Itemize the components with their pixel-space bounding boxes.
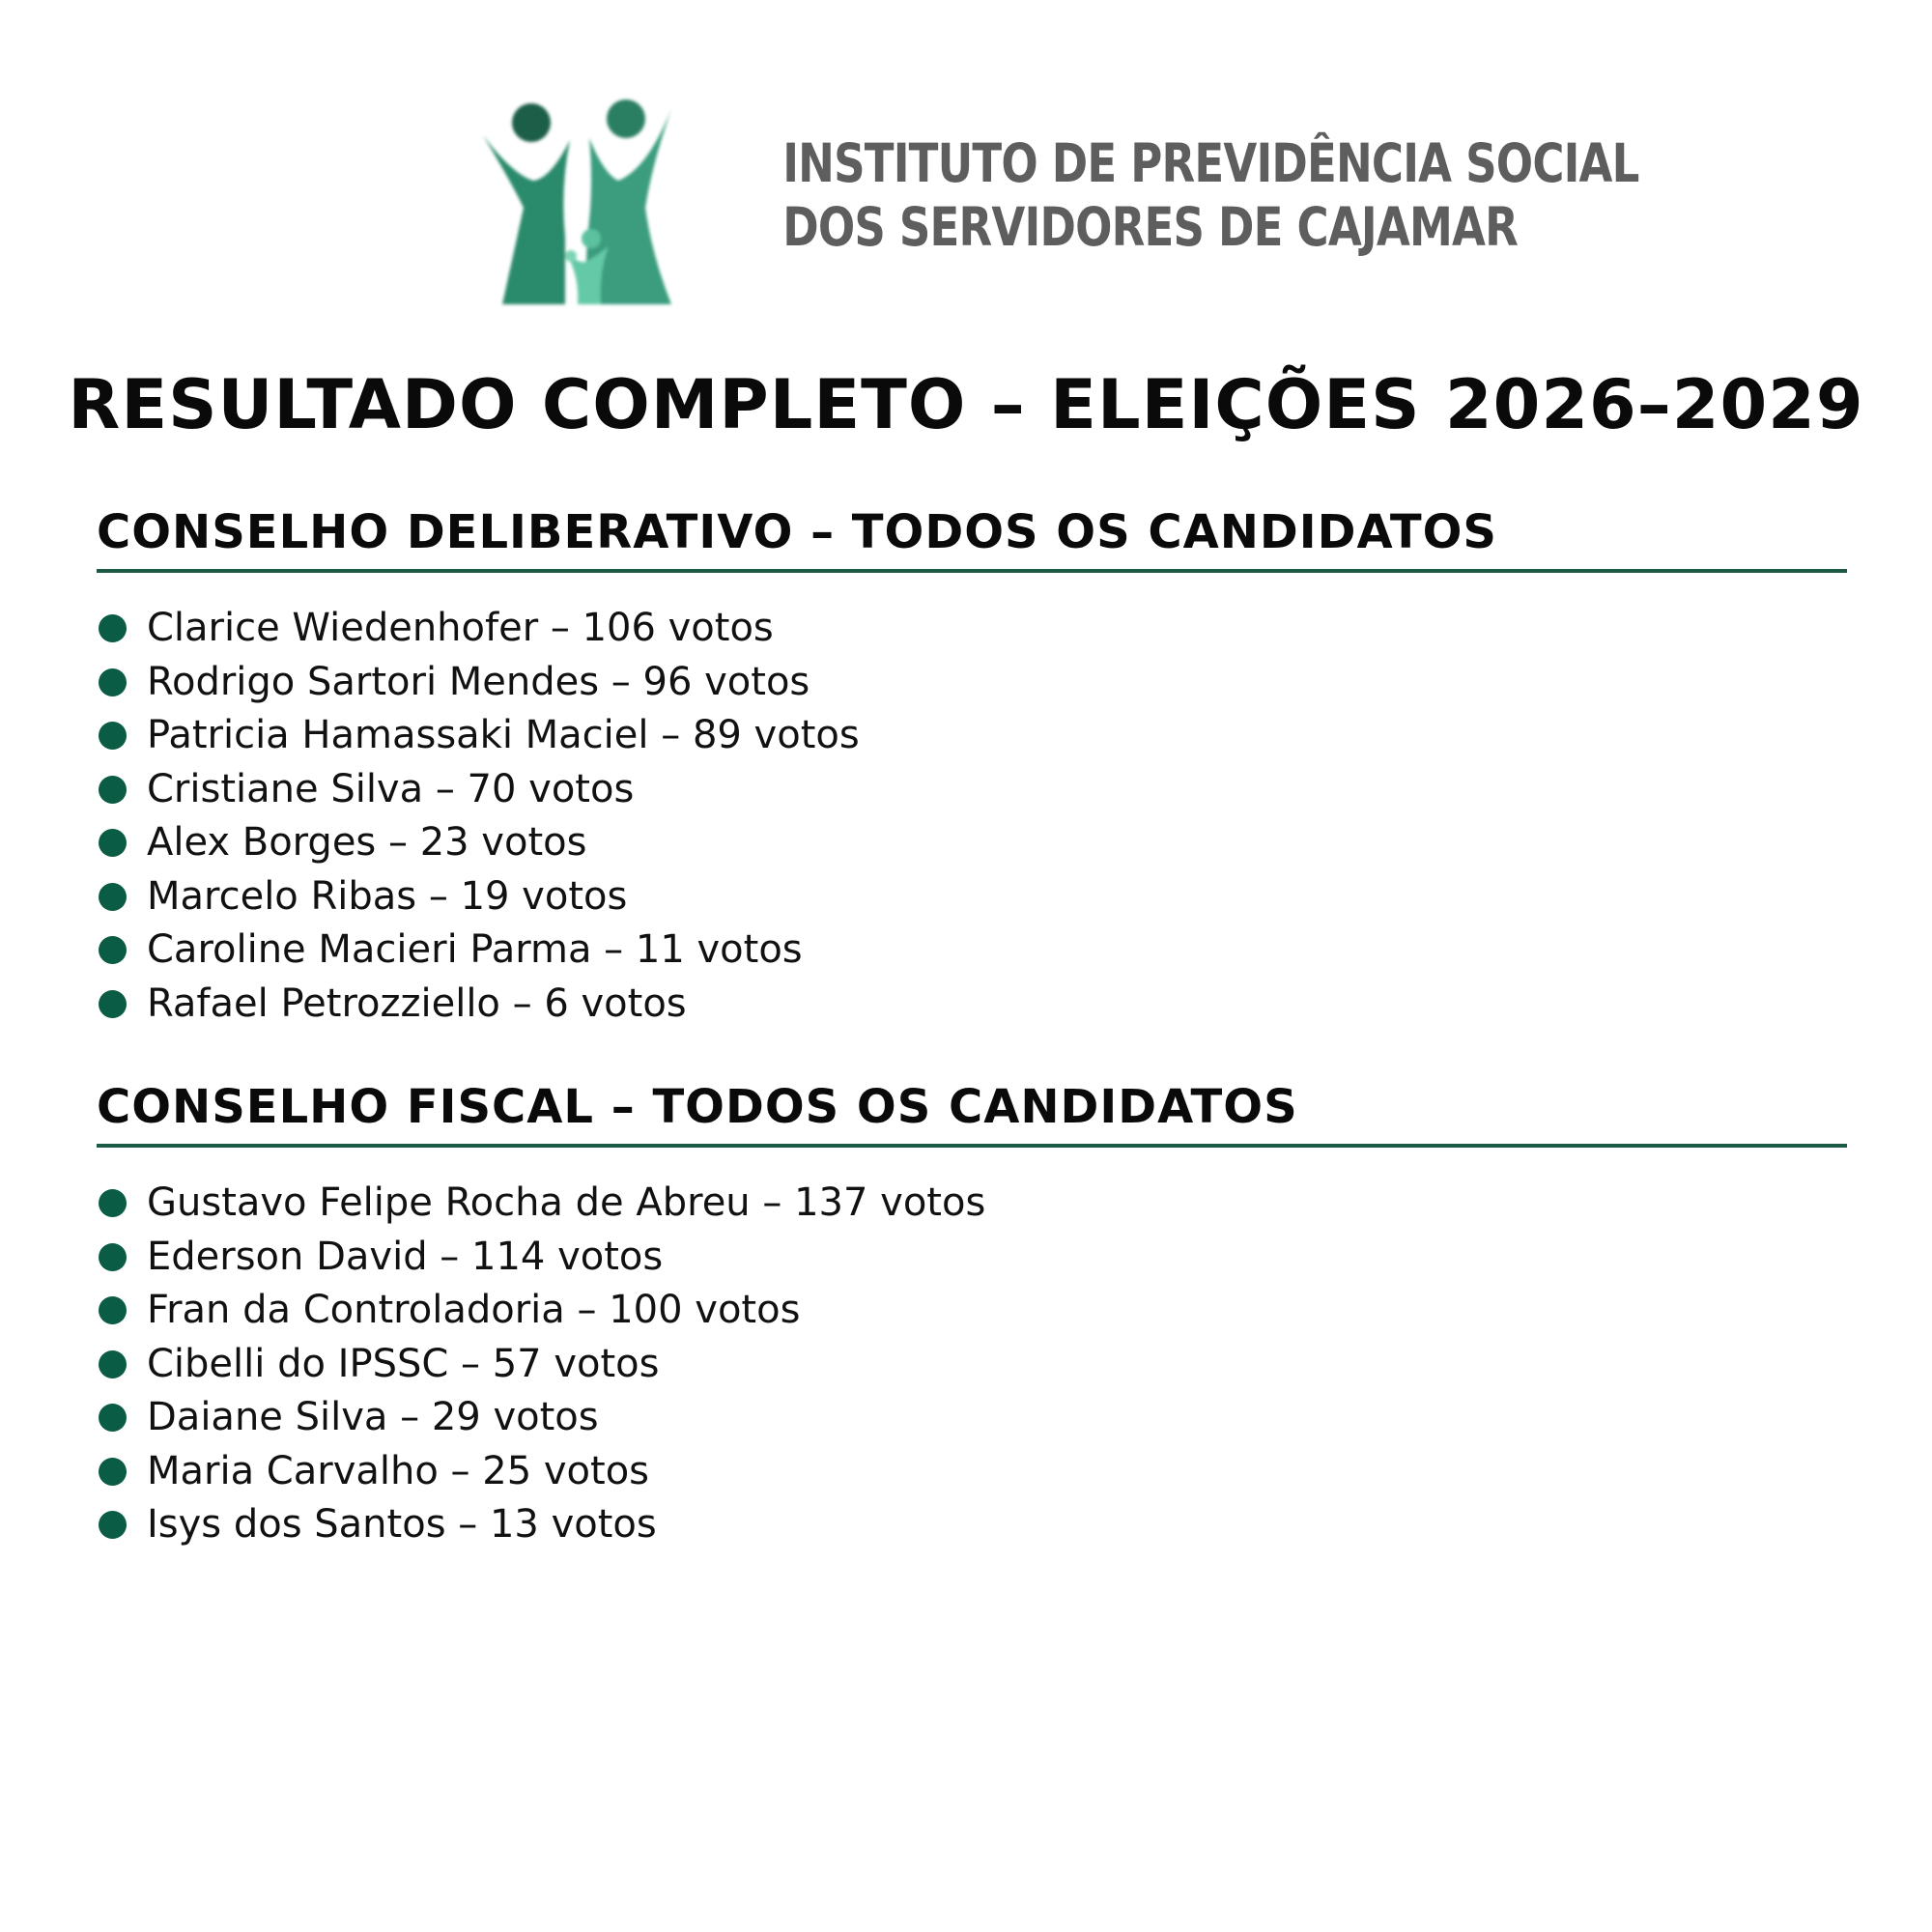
candidate-result-text: Gustavo Felipe Rocha de Abreu – 137 votos (147, 1180, 986, 1225)
candidate-result-text: Isys dos Santos – 13 votos (147, 1502, 657, 1547)
candidate-list-item (97, 1177, 1847, 1231)
section-heading: CONSELHO FISCAL – TODOS OS CANDIDATOS (97, 1080, 1847, 1148)
candidate-result-text: Rodrigo Sartori Mendes – 96 votos (147, 659, 810, 704)
section-conselho-deliberativo (97, 505, 1847, 1031)
bullet-dot-icon (99, 1243, 127, 1271)
candidate-list-item (97, 923, 1847, 978)
candidate-result-text: Alex Borges – 23 votos (147, 820, 587, 865)
bullet-dot-icon (99, 1458, 127, 1486)
bullet-dot-icon (99, 776, 127, 804)
candidate-result-text: Caroline Macieri Parma – 11 votos (147, 927, 803, 972)
bullet-dot-icon (99, 936, 127, 964)
institute-logo-mark (473, 92, 705, 324)
candidate-list (97, 1177, 1847, 1552)
candidate-list-item (97, 763, 1847, 817)
candidate-list-item (97, 1445, 1847, 1499)
candidate-list-item (97, 1498, 1847, 1552)
candidate-list-item (97, 870, 1847, 924)
candidate-result-text: Fran da Controladoria – 100 votos (147, 1288, 801, 1332)
candidate-result-text: Cibelli do IPSSC – 57 votos (147, 1341, 660, 1386)
institute-logo-text (715, 132, 1639, 260)
page-title: RESULTADO COMPLETO – ELEIÇÕES 2026–2029 (68, 365, 1864, 444)
candidate-result-text: Clarice Wiedenhofer – 106 votos (147, 606, 774, 650)
bullet-dot-icon (99, 829, 127, 857)
candidate-result-text: Cristiane Silva – 70 votos (147, 766, 635, 811)
bullet-dot-icon (99, 614, 127, 642)
candidate-list-item (97, 709, 1847, 763)
candidate-list-item (97, 656, 1847, 710)
logo-text-line-2: DOS SERVIDORES DE CAJAMAR (782, 196, 1519, 258)
candidate-result-text: Marcelo Ribas – 19 votos (147, 873, 628, 919)
candidate-result-text: Ederson David – 114 votos (147, 1234, 664, 1279)
candidate-list-item (97, 816, 1847, 870)
candidate-list-item (97, 1231, 1847, 1285)
candidate-result-text: Daiane Silva – 29 votos (147, 1395, 599, 1439)
bullet-dot-icon (99, 883, 127, 911)
candidate-result-text: Rafael Petrozziello – 6 votos (147, 980, 687, 1026)
bullet-dot-icon (99, 990, 127, 1018)
bullet-dot-icon (99, 1404, 127, 1432)
candidate-list-item (97, 1391, 1847, 1445)
bullet-dot-icon (99, 1296, 127, 1324)
institute-logo (473, 92, 1639, 324)
logo-text-line-1: INSTITUTO DE PREVIDÊNCIA SOCIAL (782, 132, 1639, 194)
candidate-list (97, 602, 1847, 1031)
bullet-dot-icon (99, 668, 127, 696)
bullet-dot-icon (99, 1350, 127, 1378)
bullet-dot-icon (99, 1189, 127, 1217)
section-heading: CONSELHO DELIBERATIVO – TODOS OS CANDIDATOS (97, 505, 1847, 573)
candidate-list-item (97, 602, 1847, 656)
section-conselho-fiscal (97, 1080, 1847, 1552)
candidate-list-item (97, 978, 1847, 1032)
candidate-result-text: Patricia Hamassaki Maciel – 89 votos (147, 713, 860, 757)
candidate-result-text: Maria Carvalho – 25 votos (147, 1448, 649, 1493)
bullet-dot-icon (99, 1511, 127, 1539)
candidate-list-item (97, 1338, 1847, 1392)
candidate-list-item (97, 1284, 1847, 1338)
bullet-dot-icon (99, 722, 127, 750)
